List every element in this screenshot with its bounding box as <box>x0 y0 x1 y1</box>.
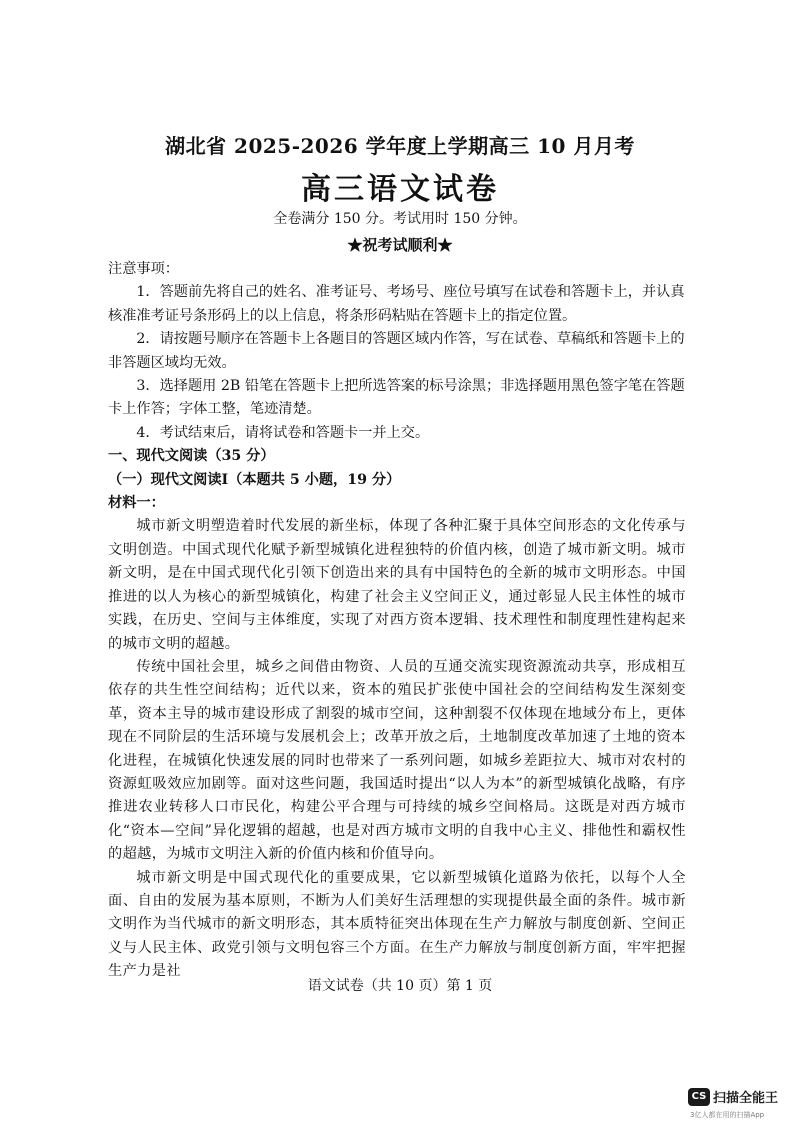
page-footer: 语文试卷（共 10 页）第 1 页 <box>307 978 493 994</box>
note-item-4: 4．考试结束后，请将试卷和答题卡一并上交。 <box>136 424 430 441</box>
good-luck-banner: ★祝考试顺利★ <box>347 236 453 254</box>
material-paragraph-1: 城市新文明塑造着时代发展的新坐标，体现了各种汇聚于具体空间形态的文化传承与文明创造。中国式现代化赋予新型城镇化进程独特的价值内核，创造了城市新文明。城市新文明，是在中国式现代化引领下创造出来的具有中国特色的全新的城市文明形态。中国推进的以人为核心的新型城镇化，构建了社会主义空间正义，通过彰显人民主体性的城市实践，在历史、空间与主体维度，实现了对西方资本逻辑、技术理性和制度理性建构起来的城市文明的超越。 <box>108 518 686 652</box>
subject-title: 高三语文试卷 <box>301 172 499 207</box>
section-heading: 一、现代文阅读（35 分） <box>108 448 275 465</box>
subsection-heading: （一）现代文阅读Ⅰ（本题共 5 小题，19 分） <box>108 471 401 488</box>
material-paragraph-3: 城市新文明是中国式现代化的重要成果，它以新型城镇化道路为依托，以每个人全面、自由的发展为基本原则，不断为人们美好生活理想的实现提供最全面的条件。城市新文明作为当代城市的新文明形态，其本质特征突出体现在生产力解放与制度创新、空间正义与人民主体、政党引领与文明包容三个方面。在生产力解放与制度创新方面，牢牢把握生产力是社 <box>108 869 686 980</box>
note-item-1: 1．答题前先将自己的姓名、准考证号、考场号、座位号填写在试卷和答题卡上，并认真核准准考证号条形码上的以上信息，将条形码粘贴在答题卡上的指定位置。 <box>108 284 685 324</box>
notes-heading: 注意事项： <box>108 261 179 277</box>
material-paragraph-2: 传统中国社会里，城乡之间借由物资、人员的互通交流实现资源流动共享，形成相互依存的共生性空间结构；近代以来，资本的殖民扩张使中国社会的空间结构发生深刻变革，资本主导的城市建设形成了割裂的城市空间，这种割裂不仅体现在地域分布上，更体现在不同阶层的生活环境与发展机会上；改革开放之后，土地制度改革加速了土地的资本化进程，在城镇化快速发展的同时也带来了一系列问题，如城乡差距拉大、城市对农村的资源虹吸效应加剧等。面对这些问题，我国适时提出“以人为本”的新型城镇化战略，有序推进农业转移人口市民化，构建公平合理与可持续的城乡空间格局。这既是对西方城市化“资本—空间”异化逻辑的超越，也是对西方城市文明的自我中心主义、排他性和霸权性的超越，为城市文明注入新的价值内核和价值导向。 <box>108 658 686 863</box>
note-item-3: 3．选择题用 2B 铅笔在答题卡上把所选答案的标号涂黑；非选择题用黑色签字笔在答题卡上作答；字体工整，笔迹清楚。 <box>108 378 685 418</box>
exam-title: 湖北省 2025-2026 学年度上学期高三 10 月月考 <box>165 134 635 158</box>
exam-body <box>108 258 686 984</box>
watermark-app-name: 扫描全能王 <box>713 1091 779 1106</box>
watermark-slogan: 3亿人都在用的扫描App <box>690 1111 765 1119</box>
material-label: 材料一： <box>108 495 165 512</box>
note-item-2: 2．请按题号顺序在答题卡上各题目的答题区域内作答，写在试卷、草稿纸和答题卡上的非答题区域均无效。 <box>108 331 685 371</box>
exam-info: 全卷满分 150 分。考试用时 150 分钟。 <box>273 211 527 227</box>
camscanner-logo-icon: CS <box>688 1088 710 1106</box>
scanner-watermark <box>688 1086 794 1126</box>
